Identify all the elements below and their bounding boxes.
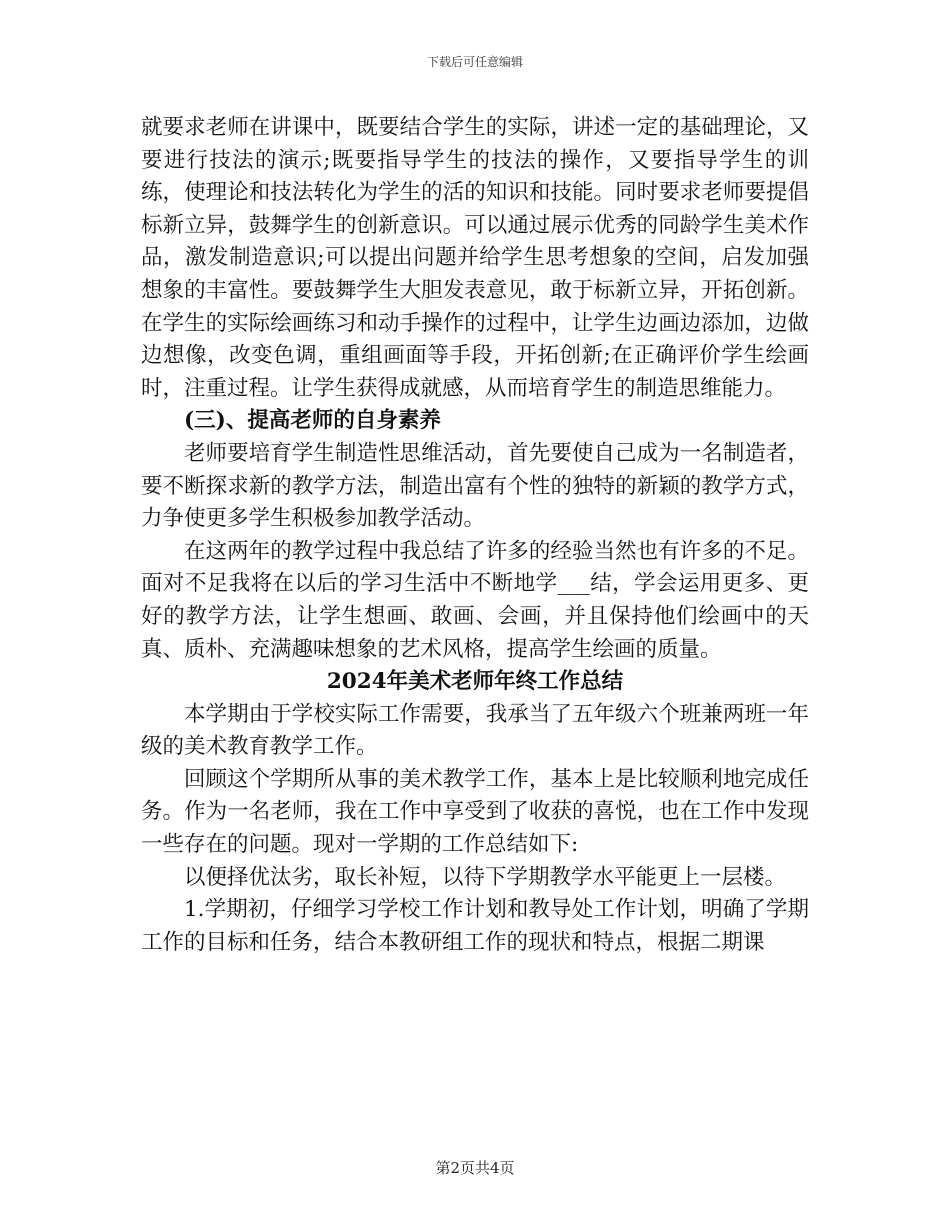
paragraph-6: 以便择优汰劣，取长补短，以待下学期教学水平能更上一层楼。 — [184, 864, 787, 890]
document-body — [141, 112, 809, 959]
paragraph-4: 本学期由于学校实际工作需要，我承当了五年级六个班兼两班一年级的美术教育教学工作。 — [141, 701, 809, 760]
paragraph-5: 回顾这个学期所从事的美术教学工作，基本上是比较顺利地完成任务。作为一名老师，我在工作中享受到了收获的喜悦，也在工作中发现一些存在的问题。现对一学期的工作总结如下: — [141, 766, 809, 858]
paragraph-7: 1.学期初，仔细学习学校工作计划和教导处工作计划，明确了学期工作的目标和任务，结合本教研组工作的现状和特点，根据二期课 — [141, 897, 809, 955]
document-title: 2024年美术老师年终工作总结 — [326, 669, 624, 695]
paragraph-3: 在这两年的教学过程中我总结了许多的经验当然也有许多的不足。面对不足我将在以后的学习生活中不断地学___结，学会运用更多、更好的教学方法，让学生想画、敢画、会画，并且保持他们绘画中的天真、质朴、充满趣味想象的艺术风格，提高学生绘画的质量。 — [141, 538, 809, 662]
section-heading: (三)、提高老师的自身素养 — [184, 408, 441, 434]
paragraph-1: 就要求老师在讲课中，既要结合学生的实际，讲述一定的基础理论，又要进行技法的演示;既要指导学生的技法的操作，又要指导学生的训练，使理论和技法转化为学生的活的知识和技能。同时要求老师要提倡标新立异，鼓舞学生的创新意识。可以通过展示优秀的同龄学生美术作品，激发制造意识;可以提出问题并给学生思考想象的空间，启发加强想象的丰富性。要鼓舞学生大胆发表意见，敢于标新立异，开拓创新。在学生的实际绘画练习和动手操作的过程中，让学生边画边添加，边做边想像，改变色调，重组画面等手段，开拓创新;在正确评价学生绘画时，注重过程。让学生获得成就感，从而培育学生的制造思维能力。 — [141, 115, 809, 401]
page-header: 下载后可任意编辑 — [426, 55, 523, 69]
page-number: 第2页共4页 — [435, 1159, 515, 1177]
paragraph-2: 老师要培育学生制造性思维活动，首先要使自己成为一名制造者，要不断探求新的教学方法，制造出富有个性的独特的新颖的教学方式，力争使更多学生积极参加教学活动。 — [141, 440, 809, 532]
